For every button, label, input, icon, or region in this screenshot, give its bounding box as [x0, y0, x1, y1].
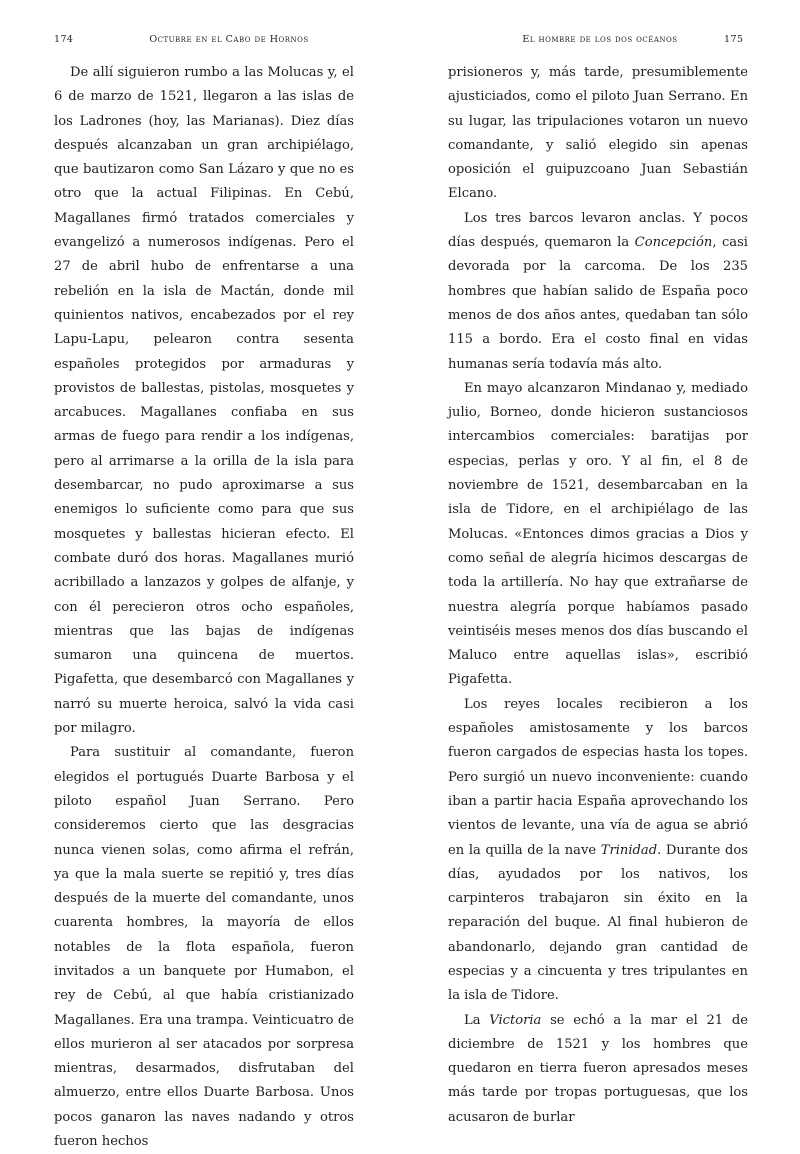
paragraph	[54, 61, 354, 741]
italic-text-run: Concepción	[634, 235, 713, 251]
italic-text-run: Victoria	[489, 1012, 542, 1028]
left-page-number: 174	[54, 34, 74, 45]
text-run: De allí siguieron rumbo a las Molucas y, el 6 de marzo de 1521, llegaron a las islas de los Ladrones (hoy, las Marianas). Diez días después alcanzaban un gran archipiélago, que bautizaron como San Lázaro y que no es otro que la actual Filipinas. En Cebú, Magallanes firmó tratados comerciales y evangelizó a numerosos indígenas. Pero el 27 de abril hubo de enfrentarse a una rebelión en la isla de Mactán, donde mil quinientos nativos, encabezados por el rey Lapu-Lapu, pelearon contra sesenta españoles protegidos por armaduras y provistos de ballestas, pistolas, mosquetes y arcabuces. Magallanes confiaba en sus armas de fuego para rendir a los indígenas, pero al arrimarse a la orilla de la isla para desembarcar, no pudo aproximarse a sus enemigos lo suficiente como para que sus mosquetes y ballestas hicieran efecto. El combate duró dos horas. Magallanes murió acribillado a lanzazos y golpes de alfanje, y con él perecieron otros ocho españoles, mientras que las bajas de indígenas sumaron una quincena de muertos. Pigafetta, que desembarcó con Magallanes y narró su muerte heroica, salvó la vida casi por milagro.	[54, 65, 354, 737]
paragraph	[448, 377, 748, 693]
left-page-text	[54, 61, 354, 1154]
paragraph	[448, 693, 748, 1009]
text-run: se echó a la mar el 21 de diciembre de 1521 y los hombres que quedaron en tierra fueron apresados meses más tarde por tropas portuguesas, que los acusaron de burlar	[448, 1012, 748, 1125]
right-running-head: El hombre de los dos océanos	[522, 34, 678, 45]
text-run: . Durante dos días, ayudados por los nativos, los carpinteros trabajaron sin éxito en la reparación del buque. Al final hubieron de abandonarlo, dejando gran cantidad de especias y a cincuenta y tres tripulantes en la isla de Tidore.	[448, 842, 749, 1004]
text-run: Los tres barcos levaron anclas. Y pocos días después, quemaron la	[448, 210, 748, 251]
paragraph	[448, 207, 748, 377]
text-run: Los reyes locales recibieron a los españoles amistosamente y los barcos fueron cargados de especias hasta los topes. Pero surgió un nuevo inconveniente: cuando iban a partir hacia España aprovechando los vientos de levante, una vía de agua se abrió en la quilla de la nave	[448, 696, 748, 858]
right-page	[400, 0, 800, 1125]
left-running-head: Octubre en el Cabo de Hornos	[149, 34, 309, 45]
right-page-text	[448, 61, 748, 1130]
text-run: La	[464, 1012, 490, 1028]
paragraph	[448, 61, 748, 207]
left-page	[0, 0, 400, 1150]
paragraph	[448, 1009, 748, 1130]
right-page-number: 175	[724, 34, 744, 45]
text-run: Para sustituir al comandante, fueron elegidos el portugués Duarte Barbosa y el piloto español Juan Serrano. Pero consideremos cierto que las desgracias nunca vienen solas, como afirma el refrán, ya que la mala suerte se repitió y, tres días después de la muerte del comandante, unos cuarenta hombres, la mayoría de ellos notables de la flota española, fueron invitados a un banquete por Humabon, el rey de Cebú, al que había cristianizado Magallanes. Era una trampa. Veinticuatro de ellos murieron al ser atacados por sorpresa mientras, desarmados, disfrutaban del almuerzo, entre ellos Duarte Barbosa. Unos pocos ganaron las naves nadando y otros fueron hechos	[54, 745, 354, 1150]
text-run: En mayo alcanzaron Mindanao y, mediado julio, Borneo, donde hicieron sustanciosos intercambios comerciales: baratijas por especias, perlas y oro. Y al fin, el 8 de noviembre de 1521, desembarcaban en la isla de Tidore, en el archipiélago de las Molucas. «Entonces dimos gracias a Dios y como señal de alegría hicimos descargas de toda la artillería. No hay que extrañarse de nuestra alegría porque habíamos pasado veintiséis meses menos dos días buscando el Maluco entre aquellas islas», escribió Pigafetta.	[448, 380, 748, 688]
italic-text-run: Trinidad	[600, 842, 658, 858]
text-run: , casi devorada por la carcoma. De los 235 hombres que habían salido de España poco menos de dos años antes, quedaban tan sólo 115 a bordo. Era el costo final en vidas humanas sería todavía más alto.	[448, 235, 748, 372]
paragraph	[54, 741, 354, 1154]
text-run: prisioneros y, más tarde, presumiblemente ajusticiados, como el piloto Juan Serrano. En su lugar, las tripulaciones votaron un nuevo comandante, y salió elegido sin apenas oposición el guipuzcoano Juan Sebastián Elcano.	[448, 65, 748, 202]
